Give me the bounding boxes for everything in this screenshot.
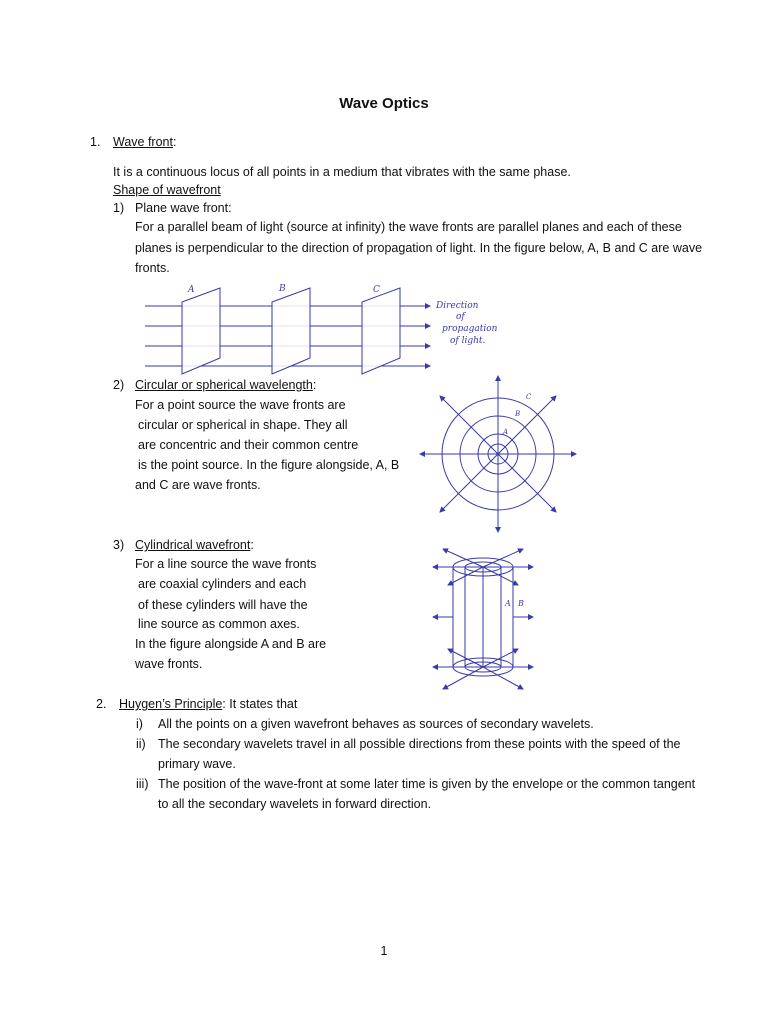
plane-a <box>182 288 220 374</box>
spherical-text-line: are concentric and their common centre <box>138 438 359 452</box>
cylindrical-item-number: 3) <box>113 538 125 552</box>
spherical-text-line: circular or spherical in shape. They all <box>138 418 348 432</box>
cylinder-label-a: A <box>505 599 511 608</box>
heading-tail: : It states that <box>222 697 298 711</box>
plane-label-a: A <box>188 285 195 295</box>
spherical-wavefront-figure <box>418 374 578 534</box>
spherical-heading-text: Circular or spherical wavelength <box>135 378 313 392</box>
cylindrical-wavefront-figure <box>428 541 538 696</box>
plane-text-line: fronts. <box>135 261 170 275</box>
section-1-heading <box>113 134 176 150</box>
wave-front-heading: Wave front <box>113 135 173 149</box>
direction-caption-line: Direction <box>436 301 479 311</box>
list-item-text: The position of the wave-front at some later time is given by the envelope or the common tangent <box>158 777 696 791</box>
plane-text-line: For a parallel beam of light (source at infinity) the wave fronts are parallel planes and each of these <box>135 220 682 234</box>
cylindrical-text-line: are coaxial cylinders and each <box>138 577 307 591</box>
sphere-label-b: B <box>515 410 521 418</box>
plane-label-b: B <box>279 284 286 294</box>
list-item-number: ii) <box>136 737 146 751</box>
list-item-text: to all the secondary wavelets in forward direction. <box>158 797 432 811</box>
spherical-item-number: 2) <box>113 378 125 392</box>
spherical-text-line: For a point source the wave fronts are <box>135 398 346 412</box>
wave-front-definition: It is a continuous locus of all points in a medium that vibrates with the same phase. <box>113 165 571 179</box>
heading-colon: : <box>250 538 254 552</box>
cylindrical-heading <box>135 537 254 553</box>
plane-item-number: 1) <box>113 201 125 215</box>
plane-b <box>272 288 310 374</box>
section-2-number: 2. <box>96 697 107 711</box>
cylindrical-heading-text: Cylindrical wavefront <box>135 538 251 552</box>
cylinder-label-b: B <box>518 599 524 608</box>
plane-wavefront-heading: Plane wave front: <box>135 201 232 215</box>
sphere-label-c: C <box>526 393 532 401</box>
cylindrical-text-line: In the figure alongside A and B are <box>135 637 327 651</box>
cylindrical-text-line: For a line source the wave fronts <box>135 557 317 571</box>
spherical-text-line: is the point source. In the figure alongside, A, B <box>138 458 400 472</box>
page-number: 1 <box>380 944 388 958</box>
plane-wavefront-figure <box>140 280 512 378</box>
list-item-text: All the points on a given wavefront behaves as sources of secondary wavelets. <box>158 717 594 731</box>
section-2-heading <box>119 696 297 712</box>
direction-caption-line: of light. <box>450 336 486 346</box>
heading-colon: : <box>172 135 177 149</box>
cylindrical-text-line: of these cylinders will have the <box>138 598 308 612</box>
list-item-text: The secondary wavelets travel in all possible directions from these points with the speed of the <box>158 737 681 751</box>
list-item-number: i) <box>136 717 143 731</box>
spherical-text-line: and C are wave fronts. <box>135 478 261 492</box>
page-title: Wave Optics <box>339 95 429 112</box>
cylindrical-text-line: line source as common axes. <box>138 617 300 631</box>
section-1-number: 1. <box>90 135 101 149</box>
cylindrical-text-line: wave fronts. <box>135 657 203 671</box>
plane-c <box>362 288 400 374</box>
plane-text-line: planes is perpendicular to the direction of propagation of light. In the figure below, A, B and C are wave <box>135 241 703 255</box>
shape-of-wavefront-heading: Shape of wavefront <box>113 183 221 197</box>
spherical-heading <box>135 377 316 393</box>
direction-caption-line: propagation <box>442 324 498 334</box>
list-item-number: iii) <box>136 777 149 791</box>
plane-label-c: C <box>373 285 380 295</box>
direction-caption-line: of <box>456 312 465 322</box>
sphere-label-a: A <box>503 428 509 436</box>
heading-colon: : <box>312 378 317 392</box>
list-item-text: primary wave. <box>158 757 236 771</box>
point-source <box>497 453 500 456</box>
huygens-principle-heading: Huygen’s Principle <box>119 697 223 711</box>
